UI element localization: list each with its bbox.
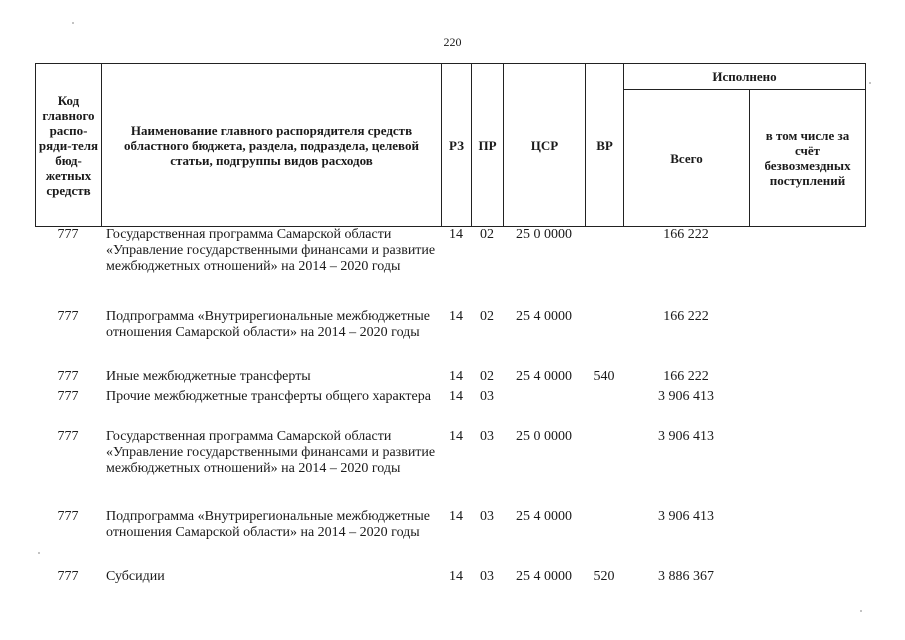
row-name: Подпрограмма «Внутрирегиональные межбюджетные отношения Самарской области» на 2014 – 2020 годы	[106, 509, 430, 540]
scan-speck	[38, 552, 40, 554]
row-total: 3 906 413	[658, 509, 714, 524]
row-csr: 25 4 0000	[516, 369, 572, 384]
row-name: Государственная программа Самарской области «Управление государственными финансами и развитие межбюджетных отношений» на 2014 – 2020 годы	[106, 429, 436, 476]
row-pr: 03	[480, 509, 494, 524]
row-rz: 14	[449, 509, 463, 524]
row-rz: 14	[449, 309, 463, 324]
row-name: Государственная программа Самарской области «Управление государственными финансами и развитие межбюджетных отношений» на 2014 – 2020 годы	[106, 227, 436, 274]
row-csr: 25 0 0000	[516, 429, 572, 444]
header-total: Всего	[624, 90, 750, 227]
header-vr: ВР	[586, 64, 624, 227]
row-pr: 02	[480, 369, 494, 384]
header-rz: РЗ	[442, 64, 472, 227]
scan-speck	[860, 610, 862, 612]
row-total: 166 222	[663, 369, 709, 384]
table-header	[35, 63, 866, 227]
scan-speck	[72, 22, 74, 24]
row-csr: 25 4 0000	[516, 509, 572, 524]
row-rz: 14	[449, 389, 463, 404]
row-rz: 14	[449, 429, 463, 444]
scan-speck	[869, 82, 871, 84]
row-code: 777	[57, 369, 79, 384]
row-rz: 14	[449, 569, 463, 584]
row-name: Прочие межбюджетные трансферты общего характера	[106, 389, 431, 404]
row-total: 3 886 367	[658, 569, 714, 584]
row-rz: 14	[449, 369, 463, 384]
row-pr: 03	[480, 429, 494, 444]
header-executed: Исполнено	[624, 64, 866, 90]
row-code: 777	[57, 227, 79, 242]
row-rz: 14	[449, 227, 463, 242]
row-pr: 02	[480, 309, 494, 324]
row-name: Иные межбюджетные трансферты	[106, 369, 311, 384]
header-csr: ЦСР	[504, 64, 586, 227]
header-code: Код главного распо-ряди-теля бюд-жетных средств	[36, 64, 102, 227]
row-total: 166 222	[663, 227, 709, 242]
row-total: 3 906 413	[658, 389, 714, 404]
row-csr: 25 4 0000	[516, 309, 572, 324]
row-code: 777	[57, 509, 79, 524]
row-vr: 520	[593, 569, 615, 584]
row-code: 777	[57, 309, 79, 324]
row-code: 777	[57, 569, 79, 584]
row-code: 777	[57, 429, 79, 444]
row-name: Субсидии	[106, 569, 165, 584]
row-total: 3 906 413	[658, 429, 714, 444]
page-number: 220	[443, 35, 462, 49]
row-total: 166 222	[663, 309, 709, 324]
header-pr: ПР	[472, 64, 504, 227]
row-name: Подпрограмма «Внутрирегиональные межбюджетные отношения Самарской области» на 2014 – 2020 годы	[106, 309, 430, 340]
row-csr: 25 4 0000	[516, 569, 572, 584]
row-pr: 02	[480, 227, 494, 242]
row-pr: 03	[480, 389, 494, 404]
header-name: Наименование главного распорядителя средств областного бюджета, раздела, подраздела, целевой статьи, подгруппы видов расходов	[102, 64, 442, 227]
header-free: в том числе за счёт безвозмездных поступлений	[750, 90, 866, 227]
row-pr: 03	[480, 569, 494, 584]
row-csr: 25 0 0000	[516, 227, 572, 242]
row-code: 777	[57, 389, 79, 404]
row-vr: 540	[593, 369, 615, 384]
